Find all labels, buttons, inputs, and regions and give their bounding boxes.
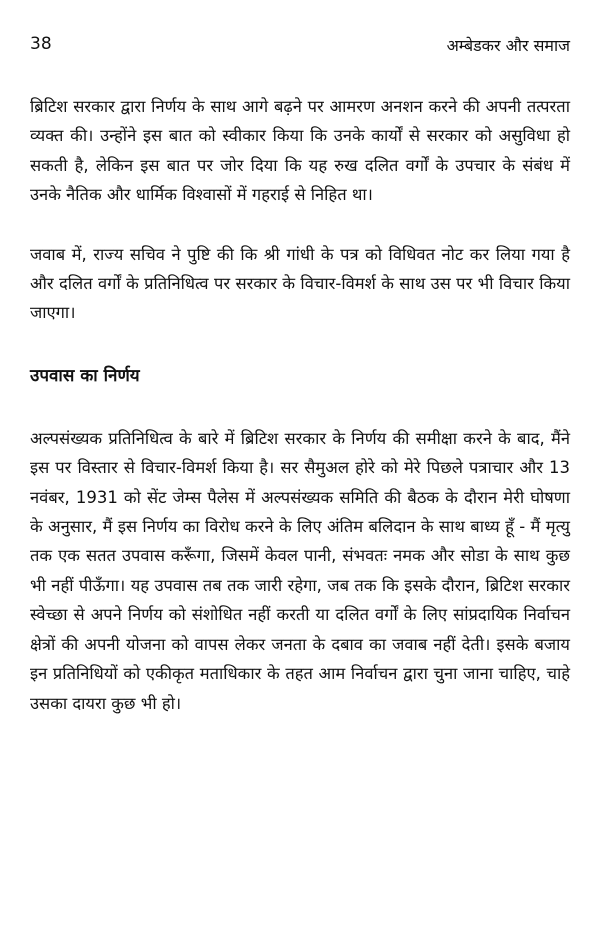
section-heading: उपवास का निर्णय — [30, 365, 140, 386]
paragraph: जवाब में, राज्य सचिव ने पुष्टि की कि श्री गांधी के पत्र को विधिवत नोट कर लिया गया है और दलित वर्गों के प्रतिनिधित्व पर सरकार के विचार-विमर्श के साथ उस पर भी विचार किया जाएगा। — [30, 244, 570, 323]
page-number: 38 — [30, 34, 52, 54]
running-title: अम्बेडकर और समाज — [446, 36, 570, 55]
paragraph: ब्रिटिश सरकार द्वारा निर्णय के साथ आगे बढ़ने पर आमरण अनशन करने की अपनी तत्परता व्यक्त की। उन्होंने इस बात को स्वीकार किया कि उनके कार्यों से सरकार को असुविधा हो सकती है, लेकिन इस बात पर जोर दिया कि यह रुख दलित वर्गों के उपचार के संबंध में उनके नैतिक और धार्मिक विश्वासों में गहराई से निहित था। — [30, 97, 570, 205]
paragraph: अल्पसंख्यक प्रतिनिधित्व के बारे में ब्रिटिश सरकार के निर्णय की समीक्षा करने के बाद, मैंने इस पर विस्तार से विचार-विमर्श किया है। सर सैमुअल होरे को मेरे पिछले पत्राचार और 13 नवंबर, 1931 को सेंट जेम्स पैलेस में अल्पसंख्यक समिति की बैठक के दौरान मेरी घोषणा के अनुसार, मैं इस निर्णय का विरोध करने के लिए अंतिम बलिदान के साथ बाध्य हूँ - मैं मृत्यु तक एक सतत उपवास करूँगा, जिसमें केवल पानी, संभवतः नमक और सोडा के साथ कुछ भी नहीं पीऊँगा। यह उपवास तब तक जारी रहेगा, जब तक कि इसके दौरान, ब्रिटिश सरकार स्वेच्छा से अपने निर्णय को संशोधित नहीं करती या दलित वर्गों के लिए सांप्रदायिक निर्वाचन क्षेत्रों की अपनी योजना को वापस लेकर जनता के दबाव का जवाब नहीं देती। इसके बजाय इन प्रतिनिधियों को एकीकृत मताधिकार के तहत आम निर्वाचन द्वारा चुना जाना चाहिए, चाहे उसका दायरा कुछ भी हो। — [30, 428, 570, 713]
page-header — [30, 34, 570, 58]
page-body — [30, 92, 570, 718]
